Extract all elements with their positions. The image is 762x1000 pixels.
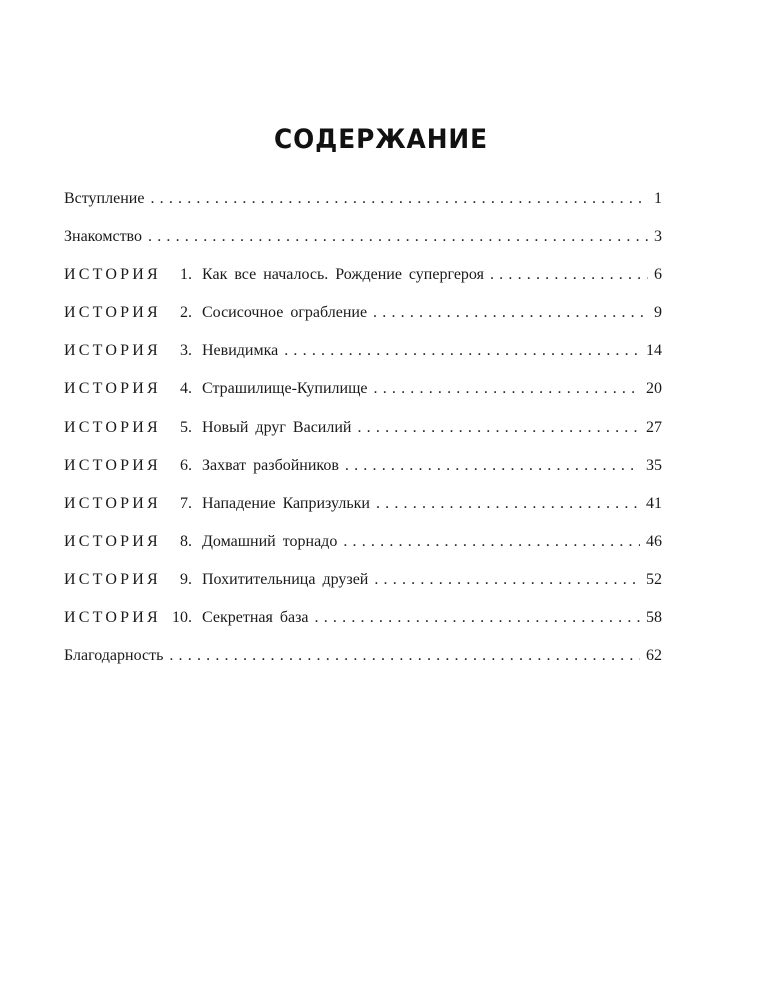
toc-page-number: 41 xyxy=(646,494,662,512)
toc-story-number: 7. xyxy=(180,494,192,512)
toc-story-number: 5. xyxy=(180,418,192,436)
dot-leader xyxy=(376,495,640,513)
toc-entry-story-10[interactable] xyxy=(64,609,662,647)
toc-page-number: 14 xyxy=(646,342,662,360)
dot-leader xyxy=(374,380,641,398)
toc-entry-story-5[interactable] xyxy=(64,419,662,457)
toc-story-number: 8. xyxy=(180,532,192,550)
toc-entry-label: Знакомство xyxy=(64,228,142,246)
toc-story-prefix: ИСТОРИЯ xyxy=(64,456,161,474)
dot-leader xyxy=(343,533,640,551)
toc-entry-label: Сосисочное ограбление xyxy=(202,304,368,322)
toc-entry-story-7[interactable] xyxy=(64,495,662,533)
dot-leader xyxy=(150,190,648,208)
toc-entry-label: Вступление xyxy=(64,190,145,207)
toc-story-number: 2. xyxy=(180,304,192,322)
toc-entry-label: Новый друг Василий xyxy=(202,418,352,436)
toc-entry-label: Как все началось. Рождение супергероя xyxy=(202,266,484,284)
toc-story-prefix: ИСТОРИЯ xyxy=(64,418,161,436)
dot-leader xyxy=(357,419,640,437)
table-of-contents xyxy=(64,190,662,685)
toc-entry-label: Похитительница друзей xyxy=(202,570,369,588)
toc-page-number: 9 xyxy=(654,304,662,322)
toc-entry-story-3[interactable] xyxy=(64,342,662,380)
toc-page-number: 62 xyxy=(646,647,662,665)
toc-entry-story-6[interactable] xyxy=(64,457,662,495)
toc-story-prefix: ИСТОРИЯ xyxy=(64,342,161,360)
toc-story-prefix: ИСТОРИЯ xyxy=(64,494,161,512)
dot-leader xyxy=(148,228,648,246)
toc-entry-label: Захват разбойников xyxy=(202,456,339,474)
toc-story-number: 1. xyxy=(180,266,192,284)
toc-page-number: 27 xyxy=(646,418,662,436)
toc-page-number: 46 xyxy=(646,532,662,550)
toc-page-number: 20 xyxy=(646,380,662,398)
toc-entry-label: Секретная база xyxy=(202,609,309,627)
toc-story-number: 9. xyxy=(180,570,192,588)
toc-entry-story-9[interactable] xyxy=(64,571,662,609)
toc-story-prefix: ИСТОРИЯ xyxy=(64,304,161,322)
toc-story-number: 3. xyxy=(180,342,192,360)
page-title: СОДЕРЖАНИЕ xyxy=(273,124,489,155)
toc-entry-story-2[interactable] xyxy=(64,304,662,342)
dot-leader xyxy=(374,571,640,589)
toc-story-number: 6. xyxy=(180,456,192,474)
toc-entry-story-1[interactable] xyxy=(64,266,662,304)
toc-entry-acknowledgements[interactable] xyxy=(64,647,662,685)
dot-leader xyxy=(315,609,640,627)
toc-story-number: 10. xyxy=(172,609,192,627)
dot-leader xyxy=(169,647,640,665)
toc-entry-story-8[interactable] xyxy=(64,533,662,571)
toc-entry-label: Невидимка xyxy=(202,342,279,360)
toc-story-number: 4. xyxy=(180,380,192,398)
toc-story-prefix: ИСТОРИЯ xyxy=(64,266,161,284)
toc-entry-introduction[interactable] xyxy=(64,190,662,228)
toc-page-number: 3 xyxy=(654,228,662,246)
toc-story-prefix: ИСТОРИЯ xyxy=(64,532,161,550)
dot-leader xyxy=(490,266,648,284)
toc-entry-label: Нападение Капризульки xyxy=(202,494,370,512)
dot-leader xyxy=(345,457,640,475)
toc-page-number: 1 xyxy=(654,190,662,207)
toc-entry-label: Благодарность xyxy=(64,647,164,665)
toc-page-number: 6 xyxy=(654,266,662,284)
dot-leader xyxy=(373,304,648,322)
toc-story-prefix: ИСТОРИЯ xyxy=(64,609,161,627)
toc-story-prefix: ИСТОРИЯ xyxy=(64,380,161,398)
toc-entry-story-4[interactable] xyxy=(64,380,662,418)
toc-page-number: 35 xyxy=(646,456,662,474)
toc-entry-label: Страшилище-Купилище xyxy=(202,380,368,398)
toc-page-number: 58 xyxy=(646,609,662,627)
toc-entry-label: Домашний торнадо xyxy=(202,532,338,550)
toc-entry-acquaintance[interactable] xyxy=(64,228,662,266)
dot-leader xyxy=(284,342,640,360)
toc-page-number: 52 xyxy=(646,570,662,588)
toc-story-prefix: ИСТОРИЯ xyxy=(64,570,161,588)
